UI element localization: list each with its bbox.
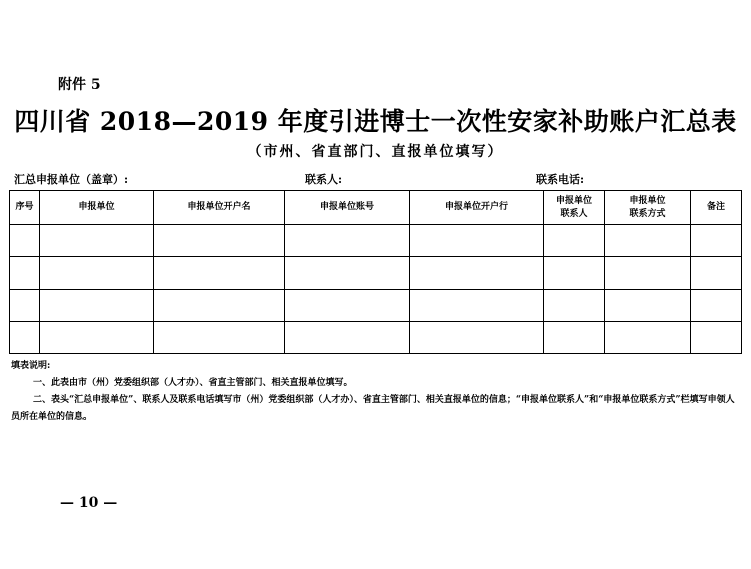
table-cell[interactable] — [154, 321, 285, 353]
table-row — [10, 321, 742, 353]
table-cell[interactable] — [691, 225, 742, 257]
table-cell[interactable] — [605, 225, 691, 257]
table-row — [10, 289, 742, 321]
column-header: 备注 — [691, 191, 742, 225]
table-cell[interactable] — [154, 257, 285, 289]
contact-label: 联系人: — [305, 173, 343, 186]
fill-instructions — [11, 358, 741, 426]
table-cell[interactable] — [154, 225, 285, 257]
column-header: 申报单位 联系方式 — [605, 191, 691, 225]
table-cell[interactable] — [40, 225, 154, 257]
column-header: 申报单位 — [40, 191, 154, 225]
table-cell[interactable] — [285, 225, 410, 257]
summary-unit-label: 汇总申报单位（盖章）: — [14, 173, 129, 186]
column-header: 申报单位开户行 — [410, 191, 544, 225]
table-cell[interactable] — [10, 321, 40, 353]
table-cell[interactable] — [691, 289, 742, 321]
table-cell[interactable] — [605, 289, 691, 321]
instructions-heading: 填表说明: — [11, 361, 51, 371]
table-cell[interactable] — [10, 257, 40, 289]
table-cell[interactable] — [285, 321, 410, 353]
instruction-item: 二、表头“汇总申报单位”、联系人及联系电话填写市（州）党委组织部（人才办）、省直主管部门、相关直报单位的信息；“申报单位联系人”和“申报单位联系方式”栏填写申领人员所在单位的信息。 — [11, 395, 735, 422]
table-cell[interactable] — [40, 257, 154, 289]
table-cell[interactable] — [544, 225, 605, 257]
table-cell[interactable] — [410, 257, 544, 289]
table-cell[interactable] — [285, 289, 410, 321]
table-cell[interactable] — [544, 257, 605, 289]
table-cell[interactable] — [605, 321, 691, 353]
page-subtitle: （市州、省直部门、直报单位填写） — [247, 144, 504, 160]
page-title: 四川省 2018—2019 年度引进博士一次性安家补助账户汇总表 — [14, 107, 737, 136]
table-row — [10, 225, 742, 257]
table-cell[interactable] — [544, 289, 605, 321]
table-cell[interactable] — [154, 289, 285, 321]
table-cell[interactable] — [410, 321, 544, 353]
table-cell[interactable] — [691, 257, 742, 289]
table-cell[interactable] — [10, 225, 40, 257]
column-header: 申报单位账号 — [285, 191, 410, 225]
table-row — [10, 257, 742, 289]
table-cell[interactable] — [410, 289, 544, 321]
column-header: 序号 — [10, 191, 40, 225]
instruction-item: 一、此表由市（州）党委组织部（人才办）、省直主管部门、相关直报单位填写。 — [33, 378, 353, 388]
table-cell[interactable] — [544, 321, 605, 353]
table-header-row — [10, 191, 742, 225]
table-cell[interactable] — [10, 289, 40, 321]
summary-table — [9, 190, 742, 354]
column-header: 申报单位开户名 — [154, 191, 285, 225]
table-cell[interactable] — [605, 257, 691, 289]
attachment-label: 附件 5 — [58, 77, 101, 93]
table-cell[interactable] — [285, 257, 410, 289]
table-cell[interactable] — [410, 225, 544, 257]
table-cell[interactable] — [691, 321, 742, 353]
page-number: — 10 — — [60, 495, 118, 511]
column-header: 申报单位 联系人 — [544, 191, 605, 225]
phone-label: 联系电话: — [536, 173, 585, 186]
table-cell[interactable] — [40, 289, 154, 321]
table-cell[interactable] — [40, 321, 154, 353]
